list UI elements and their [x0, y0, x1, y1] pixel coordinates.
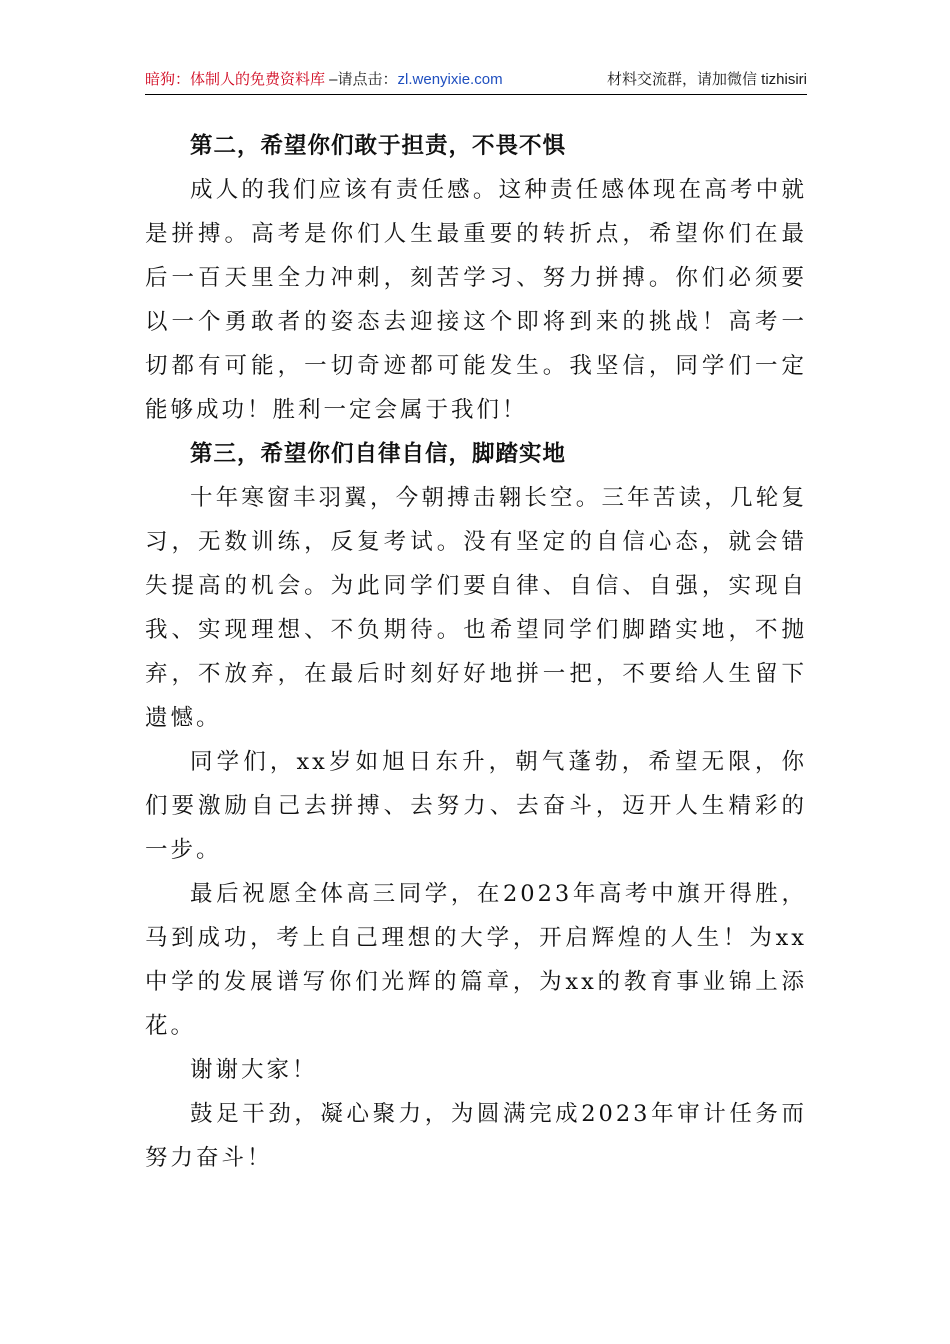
header-group-info: 材料交流群，请加微信 tizhisiri — [606, 71, 807, 88]
paragraph-encouragement: 同学们，xx岁如旭日东升，朝气蓬勃，希望无限，你们要激励自己去拼搏、去努力、去奋斗，迈开人生精彩的一步。 — [145, 749, 807, 863]
header-site-title: 暗狗：体制人的免费资料库 — [145, 71, 326, 88]
header-click-prompt: –请点击： — [325, 71, 398, 88]
paragraph-second: 成人的我们应该有责任感。这种责任感体现在高考中就是拼搏。高考是你们人生最重要的转折点，希望你们在最后一百天里全力冲刺，刻苦学习、努力拼搏。你们必须要以一个勇敢者的姿态去迎接这个即将到来的挑战！高考一切都有可能，一切奇迹都可能发生。我坚信，同学们一定能够成功！胜利一定会属于我们！ — [145, 177, 807, 423]
paragraph-closing: 鼓足干劲，凝心聚力，为圆满完成2023年审计任务而努力奋斗！ — [145, 1101, 807, 1171]
page-header — [145, 68, 807, 95]
paragraph-third: 十年寒窗丰羽翼，今朝搏击翱长空。三年苦读，几轮复习，无数训练，反复考试。没有坚定的自信心态，就会错失提高的机会。为此同学们要自律、自信、自强，实现自我、实现理想、不负期待。也希望同学们脚踏实地，不抛弃，不放弃，在最后时刻好好地拼一把，不要给人生留下遗憾。 — [145, 485, 807, 731]
paragraph-wishes: 最后祝愿全体高三同学，在2023年高考中旗开得胜，马到成功，考上自己理想的大学，开启辉煌的人生！为xx中学的发展谱写你们光辉的篇章，为xx的教育事业锦上添花。 — [145, 881, 807, 1039]
section-heading-third: 第三，希望你们自律自信，脚踏实地 — [190, 441, 567, 467]
section-heading-second: 第二，希望你们敢于担责，不畏不惧 — [190, 133, 567, 159]
header-url-link[interactable]: zl.wenyixie.com — [397, 71, 503, 88]
document-body — [145, 124, 807, 1180]
paragraph-thanks: 谢谢大家！ — [190, 1057, 318, 1083]
